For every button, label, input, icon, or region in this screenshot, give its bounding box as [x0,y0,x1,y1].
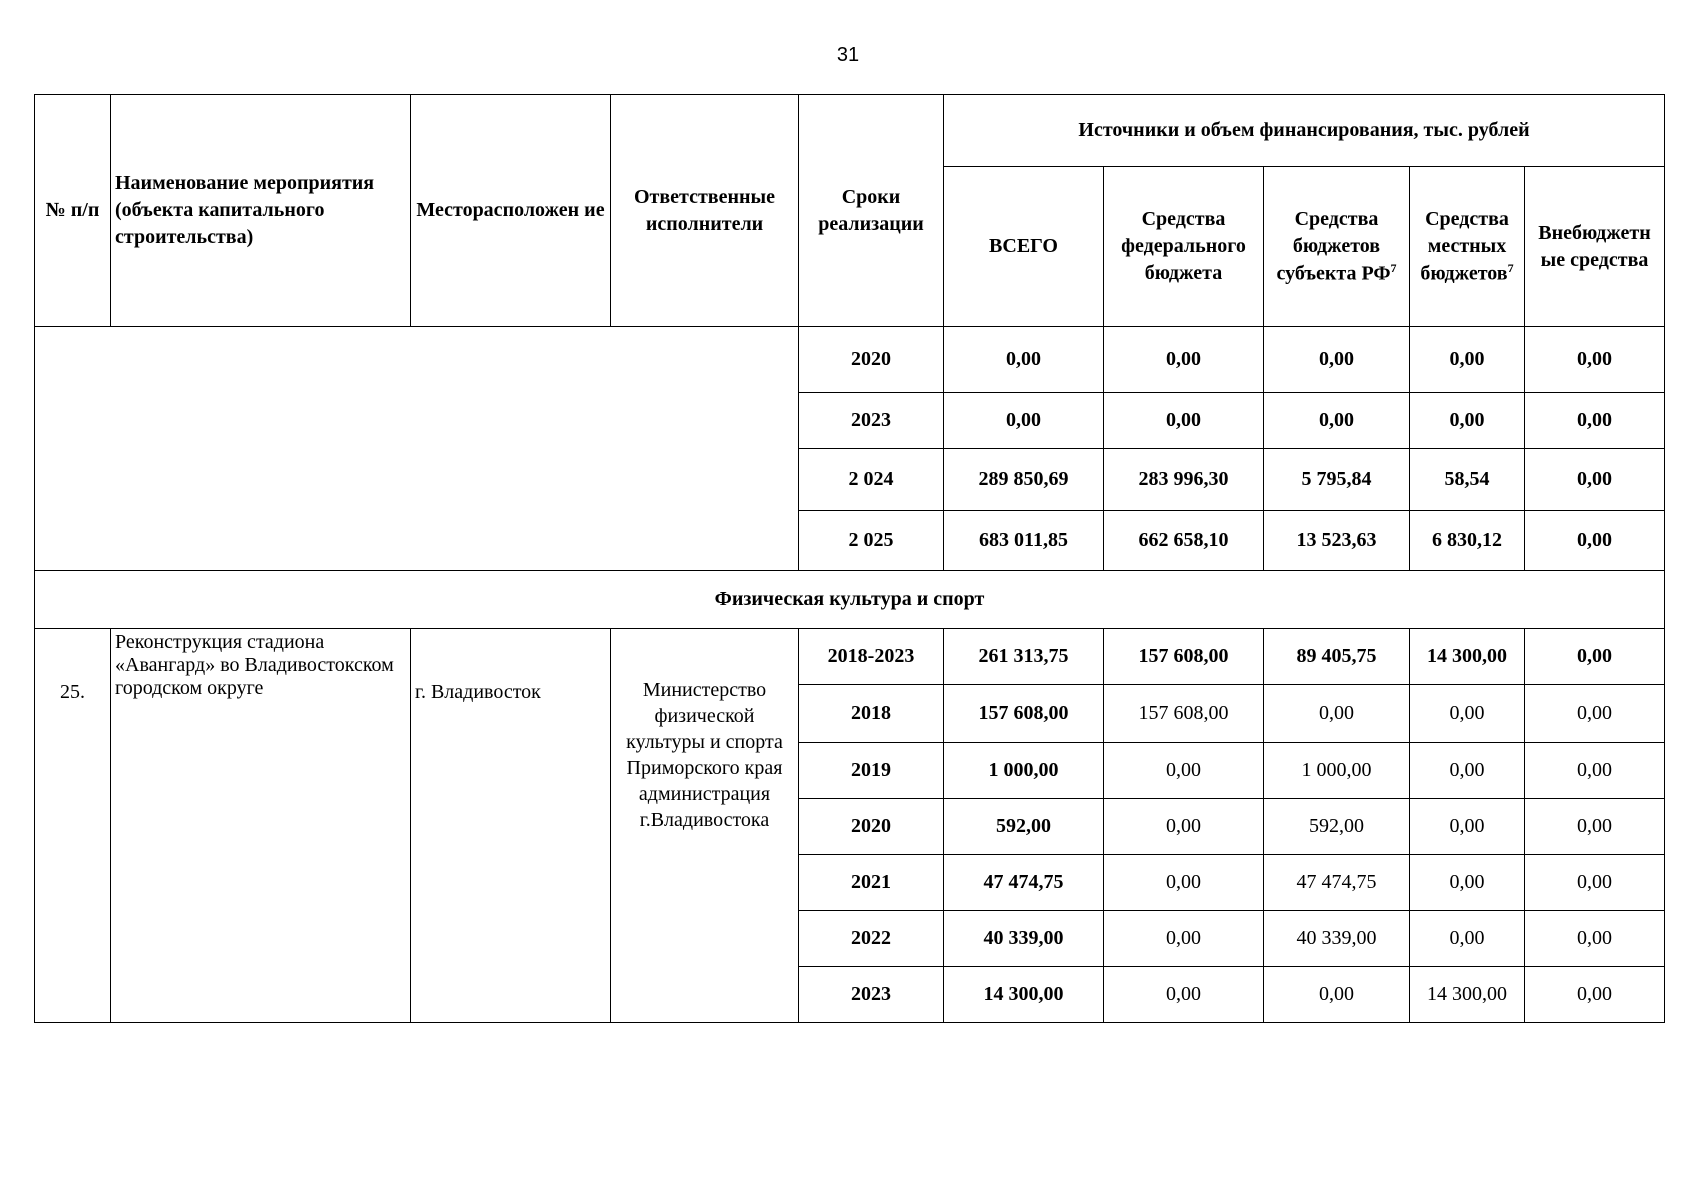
header-local [1410,167,1525,327]
footnote-mark: 7 [1390,260,1397,275]
cell-extra: 0,00 [1525,327,1665,393]
cell-local: 0,00 [1410,685,1525,743]
cell-total: 47 474,75 [944,855,1104,911]
header-financing: Источники и объем финансирования, тыс. рублей [944,95,1665,167]
cell-subject: 0,00 [1264,685,1410,743]
cell-federal: 157 608,00 [1104,685,1264,743]
header-subject-label: Средства бюджетов субъекта РФ [1276,207,1391,285]
header-federal: Средства федерального бюджета [1104,167,1264,327]
cell-year: 2020 [799,327,944,393]
item-name: Реконструкция стадиона «Авангард» во Владивостокском городском округе [111,629,411,1023]
cell-subject: 13 523,63 [1264,511,1410,571]
cell-extra: 0,00 [1525,511,1665,571]
item-rows [35,629,1665,1023]
cell-subject: 40 339,00 [1264,911,1410,967]
cell-subject: 1 000,00 [1264,743,1410,799]
cell-federal: 0,00 [1104,911,1264,967]
cell-total: 14 300,00 [944,967,1104,1023]
cell-subject: 89 405,75 [1264,629,1410,685]
cell-extra: 0,00 [1525,449,1665,511]
section-body [35,571,1665,629]
cell-subject: 0,00 [1264,967,1410,1023]
cell-local: 0,00 [1410,911,1525,967]
cell-extra: 0,00 [1525,855,1665,911]
header-num: № п/п [35,95,111,327]
item-responsible: Министерство физической культуры и спорта Приморского края администрация г.Владивостока [611,629,799,1023]
cell-subject: 0,00 [1264,327,1410,393]
cell-extra: 0,00 [1525,743,1665,799]
cell-local: 58,54 [1410,449,1525,511]
cell-extra: 0,00 [1525,911,1665,967]
cell-year: 2023 [799,967,944,1023]
cell-total: 289 850,69 [944,449,1104,511]
cell-total: 0,00 [944,327,1104,393]
cell-year: 2019 [799,743,944,799]
cell-year: 2020 [799,799,944,855]
header-extra: Внебюджетн ые средства [1525,167,1665,327]
cell-federal: 662 658,10 [1104,511,1264,571]
cell-federal: 0,00 [1104,743,1264,799]
cell-subject: 592,00 [1264,799,1410,855]
cell-year: 2021 [799,855,944,911]
cell-extra: 0,00 [1525,799,1665,855]
cell-total: 40 339,00 [944,911,1104,967]
cell-federal: 283 996,30 [1104,449,1264,511]
financing-table [34,94,1665,1023]
cell-federal: 0,00 [1104,967,1264,1023]
cell-subject: 5 795,84 [1264,449,1410,511]
item-number: 25. [35,629,111,1023]
cell-local: 14 300,00 [1410,967,1525,1023]
header-name: Наименование мероприятия (объекта капитального строительства) [111,95,411,327]
cell-year: 2023 [799,393,944,449]
section-title: Физическая культура и спорт [35,571,1665,629]
cell-year: 2022 [799,911,944,967]
blank-cell [35,327,799,571]
cell-federal: 0,00 [1104,799,1264,855]
cell-total: 261 313,75 [944,629,1104,685]
page-number: 31 [836,44,860,66]
cell-total: 592,00 [944,799,1104,855]
cell-extra: 0,00 [1525,685,1665,743]
cell-federal: 157 608,00 [1104,629,1264,685]
cell-local: 0,00 [1410,799,1525,855]
cell-total: 1 000,00 [944,743,1104,799]
cell-subject: 47 474,75 [1264,855,1410,911]
cell-federal: 0,00 [1104,327,1264,393]
footnote-mark: 7 [1507,260,1514,275]
cell-local: 14 300,00 [1410,629,1525,685]
cell-extra: 0,00 [1525,967,1665,1023]
cell-extra: 0,00 [1525,629,1665,685]
cell-year: 2 024 [799,449,944,511]
cell-total: 683 011,85 [944,511,1104,571]
cell-total: 157 608,00 [944,685,1104,743]
cell-year: 2018 [799,685,944,743]
cell-subject: 0,00 [1264,393,1410,449]
cell-year: 2018-2023 [799,629,944,685]
header-terms: Сроки реализации [799,95,944,327]
cell-local: 0,00 [1410,855,1525,911]
header-subject [1264,167,1410,327]
cell-total: 0,00 [944,393,1104,449]
cell-local: 0,00 [1410,743,1525,799]
table-row [35,629,1665,685]
cell-local: 0,00 [1410,393,1525,449]
cell-federal: 0,00 [1104,855,1264,911]
cell-federal: 0,00 [1104,393,1264,449]
header-total: ВСЕГО [944,167,1104,327]
item-location: г. Владивосток [411,629,611,1023]
top-rows [35,327,1665,571]
cell-local: 6 830,12 [1410,511,1525,571]
header-location: Месторасположен ие [411,95,611,327]
header-local-label: Средства местных бюджетов [1420,207,1509,285]
table-row [35,327,1665,393]
cell-local: 0,00 [1410,327,1525,393]
cell-extra: 0,00 [1525,393,1665,449]
cell-year: 2 025 [799,511,944,571]
header-responsible: Ответственные исполнители [611,95,799,327]
